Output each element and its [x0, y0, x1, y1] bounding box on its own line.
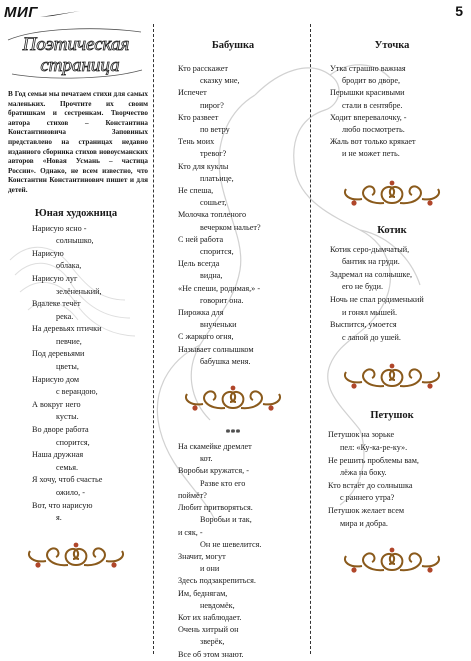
- poem-line: говорит она.: [200, 295, 244, 305]
- ornament-flourish: [332, 175, 452, 215]
- poem-line: С жаркого огня,: [178, 332, 234, 342]
- column-right: [318, 24, 466, 582]
- poem-stars-title: ***: [225, 428, 241, 440]
- poem-duckling-title: Уточка: [374, 40, 410, 51]
- poem-line: бантик на груди.: [342, 257, 400, 267]
- poem-line: с раннего утра?: [340, 493, 395, 503]
- poem-line: Кто развеет: [178, 112, 219, 122]
- poem-line: цветы,: [56, 362, 79, 372]
- poem-line: кот.: [200, 454, 213, 464]
- poem-line: ожило, -: [56, 488, 85, 497]
- poem-grandma-title: Бабушка: [211, 40, 255, 51]
- poem-line: Кто встаёт до солнышка: [328, 480, 413, 490]
- poem-rooster-body: [328, 429, 466, 530]
- poem-line: его не буди.: [342, 282, 384, 292]
- poem-line: Нарисую луг: [32, 273, 78, 283]
- poem-line: бродит во дворе,: [342, 76, 401, 86]
- poem-line: тревог?: [200, 149, 227, 159]
- poem-stars-body: [178, 441, 306, 661]
- page-heading: [6, 24, 146, 82]
- heading-line-2: страница: [40, 55, 120, 76]
- poem-line: сказку мне,: [200, 76, 240, 86]
- poem-line: спорится,: [200, 247, 234, 257]
- poem-rooster-title: Петушок: [370, 410, 414, 422]
- poem-line: Тень моих: [178, 137, 215, 147]
- poem-line: Нарисую дом: [32, 374, 80, 384]
- poem-line: и не может петь.: [342, 149, 400, 159]
- poem-line: «Не спеши, родимая,» -: [178, 283, 261, 293]
- poem-line: Очень хитрый он: [178, 625, 239, 635]
- poem-line: С ней работа: [178, 234, 224, 244]
- poem-line: Здесь подзакрепиться.: [178, 576, 256, 586]
- poem-line: Нарисую: [32, 248, 64, 258]
- poem-line: Воробьи и так,: [200, 515, 252, 525]
- poem-line: Под деревьями: [32, 349, 85, 359]
- poem-line: Выспится, умоется: [330, 320, 397, 330]
- intro-text: В Год семьи мы печатаем стихи для самых маленьких. Прочтите их своим братишкам и сестренкам. Творчество автора стихов – Константина Константиновича Заповиных представлено на страницах недавно изданного сборника стихов новоусманских авторов «Новая Усмань – частица России». Однако, не всем известно, что Константин Константинович пишет и для детей.: [8, 90, 148, 194]
- poem-line: Задремал на солнышке,: [330, 269, 413, 279]
- poem-line: кусты.: [56, 412, 79, 422]
- poem-line: Жаль вот только крякает: [330, 137, 416, 147]
- poem-line: лёжа на боку.: [340, 468, 387, 478]
- poem-kitten-body: [330, 244, 466, 345]
- poem-line: Он не шевелится.: [200, 539, 262, 549]
- poem-line: Называет солнышком: [178, 344, 254, 354]
- poem-line: поймёт?: [178, 490, 207, 500]
- poem-line: по ветру: [200, 125, 230, 135]
- poem-line: внученьки: [200, 320, 237, 330]
- poem-line: бабушка меня.: [200, 356, 251, 366]
- column-left: [2, 24, 150, 577]
- logo-text: МИГ: [4, 4, 38, 21]
- poem-line: Наша дружная: [32, 450, 84, 460]
- poem-line: Котик серо-дымчатый,: [330, 244, 410, 254]
- poem-line: Кот их наблюдает.: [178, 612, 242, 622]
- poem-line: Пирожка для: [178, 308, 224, 318]
- ornament-flourish: [332, 542, 452, 582]
- poem-line: Вот, что нарисую: [32, 500, 93, 510]
- poem-line: Кто расскажет: [178, 64, 229, 73]
- column-divider-left: [153, 24, 154, 654]
- poem-line: сошьет,: [200, 198, 227, 208]
- poem-line: Петушок на зорьке: [328, 430, 395, 440]
- poem-line: Нарисую ясно -: [32, 223, 87, 233]
- poem-line: Ходит вперевалочку, -: [330, 112, 407, 122]
- poem-line: Вдалеке течёт: [32, 299, 81, 309]
- poem-line: с верандою,: [56, 387, 98, 397]
- ornament-flourish: [16, 537, 136, 577]
- column-divider-right: [310, 24, 311, 654]
- poem-line: пел: «Ку-ка-ре-ку».: [340, 442, 408, 452]
- poem-line: Перышки красивыми: [330, 88, 405, 98]
- poem-line: Все об этом знают.: [178, 649, 244, 659]
- poem-line: На деревьях птички: [32, 324, 102, 334]
- poem-line: зверёк,: [200, 637, 225, 647]
- poem-line: семья.: [56, 462, 79, 472]
- poem-line: видна,: [200, 271, 223, 281]
- poem-line: певчие,: [56, 336, 82, 346]
- poem-line: платьице,: [200, 173, 234, 183]
- poem-artist-body: [32, 223, 150, 525]
- poem-line: мира и добра.: [340, 518, 388, 528]
- poem-line: и гонял мышей.: [342, 307, 398, 317]
- poem-line: А вокруг него: [32, 399, 81, 409]
- poem-line: стали в сентябре.: [342, 100, 403, 110]
- poem-line: Цель всегда: [178, 259, 220, 269]
- logo-swoosh-icon: [40, 10, 80, 18]
- magazine-logo: [4, 1, 80, 21]
- poem-line: Разве кто его: [200, 478, 246, 488]
- poem-kitten-title: Котик: [377, 224, 407, 236]
- poem-line: Воробьи кружатся, -: [178, 466, 249, 476]
- poem-line: Петушок желает всем: [328, 505, 405, 515]
- poem-line: любо посмотреть.: [342, 125, 405, 135]
- poem-line: Ночь не спал родименький: [330, 295, 424, 304]
- poem-line: с лапой до ушей.: [342, 332, 401, 342]
- poem-line: зелёненький,: [56, 286, 102, 296]
- poem-line: Испечет: [178, 88, 207, 98]
- poem-line: пирог?: [200, 100, 224, 110]
- poem-line: и они: [200, 564, 220, 574]
- poem-line: Кто для куклы: [178, 161, 229, 171]
- ornament-flourish: [332, 358, 452, 398]
- poem-line: я.: [56, 513, 62, 523]
- poem-line: спорится,: [56, 437, 90, 447]
- poem-line: река.: [56, 311, 74, 321]
- poem-line: Не спеша,: [178, 186, 214, 196]
- column-middle: [160, 24, 306, 661]
- poem-line: солнышко,: [56, 236, 94, 246]
- poem-line: Молочка топленого: [178, 210, 247, 220]
- poem-line: вечерком нальет?: [200, 222, 261, 232]
- poem-line: Значит, могут: [178, 551, 226, 561]
- poem-line: Не решить проблемы вам,: [328, 455, 419, 465]
- poem-line: и сяк, -: [178, 527, 203, 537]
- poem-line: Во дворе работа: [32, 425, 89, 435]
- poem-line: облака,: [56, 261, 82, 271]
- page-number: 5: [455, 3, 463, 19]
- poem-line: Я хочу, чтоб счастье: [32, 475, 103, 485]
- poem-line: Утка страшно важная: [330, 64, 406, 73]
- poem-grandma-body: [178, 63, 306, 368]
- poem-line: Им, беднягам,: [178, 588, 228, 598]
- poem-line: Любит притворяться.: [178, 503, 253, 513]
- heading-line-1: Поэтическая: [22, 34, 130, 55]
- poem-artist-title: Юная художница: [34, 207, 118, 219]
- poem-line: На скамейке дремлет: [178, 442, 252, 452]
- ornament-flourish: [173, 380, 293, 420]
- poem-duckling-body: [330, 63, 466, 161]
- poem-line: невдомёк,: [200, 600, 235, 610]
